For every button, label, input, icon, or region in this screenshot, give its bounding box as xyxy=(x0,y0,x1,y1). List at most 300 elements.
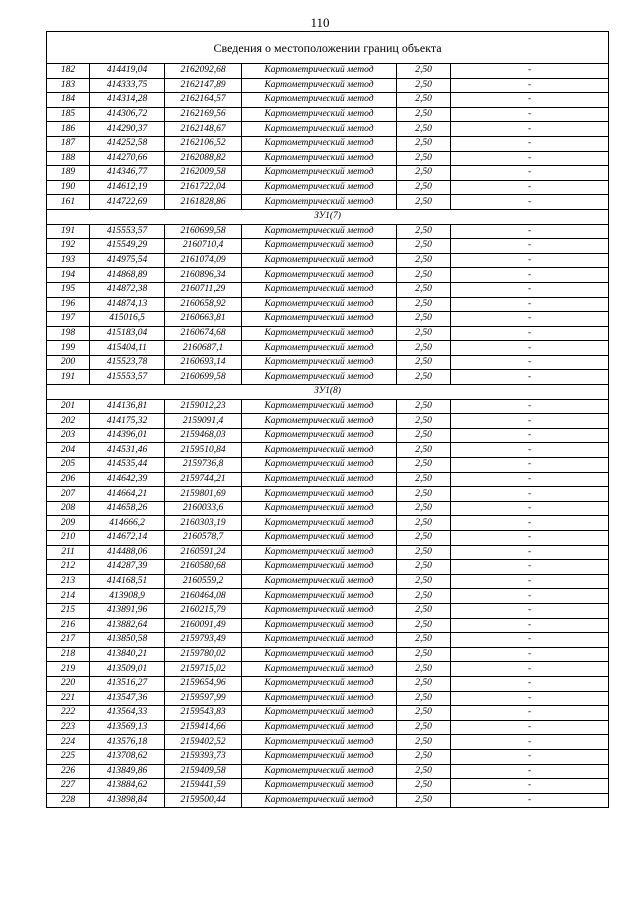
y-coordinate-cell: 2160711,29 xyxy=(165,282,242,297)
method-cell: Картометрический метод xyxy=(242,487,397,502)
x-coordinate-cell: 413564,33 xyxy=(90,706,165,721)
y-coordinate-cell: 2160303,19 xyxy=(165,516,242,531)
accuracy-cell: 2,50 xyxy=(397,282,451,297)
description-cell: - xyxy=(451,180,609,195)
x-coordinate-cell: 414290,37 xyxy=(90,122,165,137)
y-coordinate-cell: 2160591,24 xyxy=(165,545,242,560)
table-row xyxy=(47,735,609,750)
method-cell: Картометрический метод xyxy=(242,326,397,341)
table-row xyxy=(47,326,609,341)
y-coordinate-cell: 2160559,2 xyxy=(165,574,242,589)
y-coordinate-cell: 2162147,89 xyxy=(165,78,242,93)
method-cell: Картометрический метод xyxy=(242,545,397,560)
x-coordinate-cell: 415016,5 xyxy=(90,312,165,327)
method-cell: Картометрический метод xyxy=(242,282,397,297)
table-row xyxy=(47,224,609,239)
point-number-cell: 207 xyxy=(47,487,90,502)
description-cell: - xyxy=(451,472,609,487)
accuracy-cell: 2,50 xyxy=(397,224,451,239)
table-row xyxy=(47,662,609,677)
table-row xyxy=(47,647,609,662)
accuracy-cell: 2,50 xyxy=(397,107,451,122)
point-number-cell: 187 xyxy=(47,136,90,151)
method-cell: Картометрический метод xyxy=(242,633,397,648)
table-row xyxy=(47,428,609,443)
point-number-cell: 206 xyxy=(47,472,90,487)
method-cell: Картометрический метод xyxy=(242,589,397,604)
table-row xyxy=(47,516,609,531)
table-row xyxy=(47,691,609,706)
method-cell: Картометрический метод xyxy=(242,691,397,706)
table-row xyxy=(47,297,609,312)
point-number-cell: 216 xyxy=(47,618,90,633)
description-cell: - xyxy=(451,326,609,341)
method-cell: Картометрический метод xyxy=(242,720,397,735)
table-row xyxy=(47,633,609,648)
x-coordinate-cell: 415183,04 xyxy=(90,326,165,341)
point-number-cell: 204 xyxy=(47,443,90,458)
section-header-row xyxy=(47,209,609,224)
y-coordinate-cell: 2160896,34 xyxy=(165,268,242,283)
method-cell: Картометрический метод xyxy=(242,355,397,370)
point-number-cell: 197 xyxy=(47,312,90,327)
y-coordinate-cell: 2159393,73 xyxy=(165,749,242,764)
method-cell: Картометрический метод xyxy=(242,78,397,93)
accuracy-cell: 2,50 xyxy=(397,239,451,254)
y-coordinate-cell: 2159012,23 xyxy=(165,399,242,414)
table-row xyxy=(47,574,609,589)
table-row xyxy=(47,531,609,546)
point-number-cell: 222 xyxy=(47,706,90,721)
x-coordinate-cell: 415404,11 xyxy=(90,341,165,356)
method-cell: Картометрический метод xyxy=(242,341,397,356)
x-coordinate-cell: 414658,26 xyxy=(90,501,165,516)
method-cell: Картометрический метод xyxy=(242,297,397,312)
table-row xyxy=(47,589,609,604)
accuracy-cell: 2,50 xyxy=(397,735,451,750)
y-coordinate-cell: 2161722,04 xyxy=(165,180,242,195)
point-number-cell: 188 xyxy=(47,151,90,166)
accuracy-cell: 2,50 xyxy=(397,574,451,589)
x-coordinate-cell: 414872,38 xyxy=(90,282,165,297)
description-cell: - xyxy=(451,282,609,297)
description-cell: - xyxy=(451,224,609,239)
description-cell: - xyxy=(451,720,609,735)
description-cell: - xyxy=(451,458,609,473)
table-row xyxy=(47,487,609,502)
table-row xyxy=(47,64,609,79)
y-coordinate-cell: 2159441,59 xyxy=(165,779,242,794)
x-coordinate-cell: 413891,96 xyxy=(90,603,165,618)
point-number-cell: 226 xyxy=(47,764,90,779)
accuracy-cell: 2,50 xyxy=(397,268,451,283)
x-coordinate-cell: 414672,14 xyxy=(90,531,165,546)
accuracy-cell: 2,50 xyxy=(397,122,451,137)
description-cell: - xyxy=(451,122,609,137)
accuracy-cell: 2,50 xyxy=(397,662,451,677)
x-coordinate-cell: 413840,21 xyxy=(90,647,165,662)
y-coordinate-cell: 2159091,4 xyxy=(165,414,242,429)
accuracy-cell: 2,50 xyxy=(397,531,451,546)
y-coordinate-cell: 2161828,86 xyxy=(165,195,242,210)
description-cell: - xyxy=(451,297,609,312)
x-coordinate-cell: 414874,13 xyxy=(90,297,165,312)
table-body xyxy=(47,32,609,808)
x-coordinate-cell: 414333,75 xyxy=(90,78,165,93)
description-cell: - xyxy=(451,735,609,750)
method-cell: Картометрический метод xyxy=(242,764,397,779)
point-number-cell: 209 xyxy=(47,516,90,531)
x-coordinate-cell: 413850,58 xyxy=(90,633,165,648)
table-title: Сведения о местоположении границ объекта xyxy=(47,32,609,64)
point-number-cell: 198 xyxy=(47,326,90,341)
y-coordinate-cell: 2159801,69 xyxy=(165,487,242,502)
method-cell: Картометрический метод xyxy=(242,676,397,691)
method-cell: Картометрический метод xyxy=(242,662,397,677)
point-number-cell: 212 xyxy=(47,560,90,575)
accuracy-cell: 2,50 xyxy=(397,195,451,210)
point-number-cell: 199 xyxy=(47,341,90,356)
accuracy-cell: 2,50 xyxy=(397,691,451,706)
point-number-cell: 208 xyxy=(47,501,90,516)
accuracy-cell: 2,50 xyxy=(397,487,451,502)
x-coordinate-cell: 414136,81 xyxy=(90,399,165,414)
table-row xyxy=(47,180,609,195)
point-number-cell: 185 xyxy=(47,107,90,122)
method-cell: Картометрический метод xyxy=(242,735,397,750)
description-cell: - xyxy=(451,706,609,721)
y-coordinate-cell: 2160687,1 xyxy=(165,341,242,356)
boundary-coordinates-table xyxy=(46,31,609,808)
point-number-cell: 192 xyxy=(47,239,90,254)
description-cell: - xyxy=(451,93,609,108)
x-coordinate-cell: 414664,21 xyxy=(90,487,165,502)
description-cell: - xyxy=(451,443,609,458)
x-coordinate-cell: 413849,86 xyxy=(90,764,165,779)
x-coordinate-cell: 414722,69 xyxy=(90,195,165,210)
point-number-cell: 195 xyxy=(47,282,90,297)
y-coordinate-cell: 2160663,81 xyxy=(165,312,242,327)
point-number-cell: 184 xyxy=(47,93,90,108)
accuracy-cell: 2,50 xyxy=(397,647,451,662)
table-row xyxy=(47,355,609,370)
y-coordinate-cell: 2161074,09 xyxy=(165,253,242,268)
description-cell: - xyxy=(451,399,609,414)
description-cell: - xyxy=(451,662,609,677)
y-coordinate-cell: 2159744,21 xyxy=(165,472,242,487)
description-cell: - xyxy=(451,166,609,181)
point-number-cell: 196 xyxy=(47,297,90,312)
method-cell: Картометрический метод xyxy=(242,779,397,794)
description-cell: - xyxy=(451,64,609,79)
x-coordinate-cell: 414666,2 xyxy=(90,516,165,531)
method-cell: Картометрический метод xyxy=(242,793,397,808)
accuracy-cell: 2,50 xyxy=(397,589,451,604)
point-number-cell: 186 xyxy=(47,122,90,137)
accuracy-cell: 2,50 xyxy=(397,326,451,341)
accuracy-cell: 2,50 xyxy=(397,180,451,195)
method-cell: Картометрический метод xyxy=(242,472,397,487)
y-coordinate-cell: 2162092,68 xyxy=(165,64,242,79)
method-cell: Картометрический метод xyxy=(242,166,397,181)
point-number-cell: 214 xyxy=(47,589,90,604)
y-coordinate-cell: 2160464,08 xyxy=(165,589,242,604)
method-cell: Картометрический метод xyxy=(242,107,397,122)
accuracy-cell: 2,50 xyxy=(397,370,451,385)
method-cell: Картометрический метод xyxy=(242,516,397,531)
description-cell: - xyxy=(451,531,609,546)
description-cell: - xyxy=(451,428,609,443)
y-coordinate-cell: 2160033,6 xyxy=(165,501,242,516)
point-number-cell: 194 xyxy=(47,268,90,283)
table-row xyxy=(47,107,609,122)
x-coordinate-cell: 414396,01 xyxy=(90,428,165,443)
description-cell: - xyxy=(451,370,609,385)
description-cell: - xyxy=(451,501,609,516)
accuracy-cell: 2,50 xyxy=(397,764,451,779)
description-cell: - xyxy=(451,633,609,648)
accuracy-cell: 2,50 xyxy=(397,560,451,575)
table-row xyxy=(47,472,609,487)
point-number-cell: 191 xyxy=(47,224,90,239)
point-number-cell: 183 xyxy=(47,78,90,93)
description-cell: - xyxy=(451,312,609,327)
accuracy-cell: 2,50 xyxy=(397,253,451,268)
x-coordinate-cell: 413576,18 xyxy=(90,735,165,750)
point-number-cell: 203 xyxy=(47,428,90,443)
accuracy-cell: 2,50 xyxy=(397,458,451,473)
y-coordinate-cell: 2159468,03 xyxy=(165,428,242,443)
method-cell: Картометрический метод xyxy=(242,64,397,79)
y-coordinate-cell: 2160699,58 xyxy=(165,224,242,239)
x-coordinate-cell: 414975,54 xyxy=(90,253,165,268)
point-number-cell: 225 xyxy=(47,749,90,764)
y-coordinate-cell: 2159654,96 xyxy=(165,676,242,691)
accuracy-cell: 2,50 xyxy=(397,793,451,808)
table-row xyxy=(47,268,609,283)
description-cell: - xyxy=(451,107,609,122)
point-number-cell: 218 xyxy=(47,647,90,662)
accuracy-cell: 2,50 xyxy=(397,749,451,764)
table-row xyxy=(47,93,609,108)
point-number-cell: 193 xyxy=(47,253,90,268)
point-number-cell: 190 xyxy=(47,180,90,195)
x-coordinate-cell: 413908,9 xyxy=(90,589,165,604)
point-number-cell: 228 xyxy=(47,793,90,808)
x-coordinate-cell: 415553,57 xyxy=(90,370,165,385)
y-coordinate-cell: 2162169,56 xyxy=(165,107,242,122)
table-row xyxy=(47,603,609,618)
accuracy-cell: 2,50 xyxy=(397,443,451,458)
point-number-cell: 201 xyxy=(47,399,90,414)
table-row xyxy=(47,545,609,560)
point-number-cell: 210 xyxy=(47,531,90,546)
x-coordinate-cell: 415553,57 xyxy=(90,224,165,239)
accuracy-cell: 2,50 xyxy=(397,64,451,79)
y-coordinate-cell: 2159793,49 xyxy=(165,633,242,648)
method-cell: Картометрический метод xyxy=(242,414,397,429)
y-coordinate-cell: 2160693,14 xyxy=(165,355,242,370)
table-row xyxy=(47,282,609,297)
table-row xyxy=(47,136,609,151)
accuracy-cell: 2,50 xyxy=(397,676,451,691)
table-row xyxy=(47,764,609,779)
method-cell: Картометрический метод xyxy=(242,239,397,254)
method-cell: Картометрический метод xyxy=(242,180,397,195)
table-row xyxy=(47,706,609,721)
point-number-cell: 161 xyxy=(47,195,90,210)
x-coordinate-cell: 414252,58 xyxy=(90,136,165,151)
method-cell: Картометрический метод xyxy=(242,224,397,239)
accuracy-cell: 2,50 xyxy=(397,618,451,633)
point-number-cell: 217 xyxy=(47,633,90,648)
y-coordinate-cell: 2160215,79 xyxy=(165,603,242,618)
point-number-cell: 219 xyxy=(47,662,90,677)
point-number-cell: 205 xyxy=(47,458,90,473)
description-cell: - xyxy=(451,618,609,633)
y-coordinate-cell: 2160699,58 xyxy=(165,370,242,385)
description-cell: - xyxy=(451,676,609,691)
point-number-cell: 182 xyxy=(47,64,90,79)
description-cell: - xyxy=(451,136,609,151)
x-coordinate-cell: 414612,19 xyxy=(90,180,165,195)
accuracy-cell: 2,50 xyxy=(397,706,451,721)
point-number-cell: 215 xyxy=(47,603,90,618)
x-coordinate-cell: 413884,62 xyxy=(90,779,165,794)
method-cell: Картометрический метод xyxy=(242,443,397,458)
x-coordinate-cell: 414270,66 xyxy=(90,151,165,166)
y-coordinate-cell: 2159414,66 xyxy=(165,720,242,735)
description-cell: - xyxy=(451,560,609,575)
point-number-cell: 211 xyxy=(47,545,90,560)
description-cell: - xyxy=(451,574,609,589)
accuracy-cell: 2,50 xyxy=(397,516,451,531)
method-cell: Картометрический метод xyxy=(242,253,397,268)
table-row xyxy=(47,676,609,691)
point-number-cell: 200 xyxy=(47,355,90,370)
x-coordinate-cell: 413547,36 xyxy=(90,691,165,706)
y-coordinate-cell: 2162106,52 xyxy=(165,136,242,151)
description-cell: - xyxy=(451,268,609,283)
y-coordinate-cell: 2162164,57 xyxy=(165,93,242,108)
page-number: 110 xyxy=(310,15,330,30)
y-coordinate-cell: 2160091,49 xyxy=(165,618,242,633)
description-cell: - xyxy=(451,647,609,662)
x-coordinate-cell: 414175,32 xyxy=(90,414,165,429)
y-coordinate-cell: 2159409,58 xyxy=(165,764,242,779)
table-row xyxy=(47,720,609,735)
accuracy-cell: 2,50 xyxy=(397,414,451,429)
accuracy-cell: 2,50 xyxy=(397,136,451,151)
x-coordinate-cell: 413569,13 xyxy=(90,720,165,735)
method-cell: Картометрический метод xyxy=(242,399,397,414)
x-coordinate-cell: 414314,28 xyxy=(90,93,165,108)
description-cell: - xyxy=(451,749,609,764)
description-cell: - xyxy=(451,151,609,166)
y-coordinate-cell: 2160710,4 xyxy=(165,239,242,254)
table-title-row xyxy=(47,32,609,64)
description-cell: - xyxy=(451,195,609,210)
accuracy-cell: 2,50 xyxy=(397,603,451,618)
point-number-cell: 223 xyxy=(47,720,90,735)
accuracy-cell: 2,50 xyxy=(397,312,451,327)
method-cell: Картометрический метод xyxy=(242,618,397,633)
method-cell: Картометрический метод xyxy=(242,574,397,589)
y-coordinate-cell: 2162088,82 xyxy=(165,151,242,166)
description-cell: - xyxy=(451,239,609,254)
description-cell: - xyxy=(451,487,609,502)
accuracy-cell: 2,50 xyxy=(397,720,451,735)
y-coordinate-cell: 2159597,99 xyxy=(165,691,242,706)
method-cell: Картометрический метод xyxy=(242,151,397,166)
table-row xyxy=(47,618,609,633)
method-cell: Картометрический метод xyxy=(242,706,397,721)
y-coordinate-cell: 2159780,02 xyxy=(165,647,242,662)
description-cell: - xyxy=(451,589,609,604)
y-coordinate-cell: 2159736,8 xyxy=(165,458,242,473)
method-cell: Картометрический метод xyxy=(242,93,397,108)
x-coordinate-cell: 414535,44 xyxy=(90,458,165,473)
description-cell: - xyxy=(451,793,609,808)
table-row xyxy=(47,399,609,414)
x-coordinate-cell: 415523,78 xyxy=(90,355,165,370)
point-number-cell: 220 xyxy=(47,676,90,691)
y-coordinate-cell: 2160578,7 xyxy=(165,531,242,546)
method-cell: Картометрический метод xyxy=(242,268,397,283)
point-number-cell: 221 xyxy=(47,691,90,706)
x-coordinate-cell: 413708,62 xyxy=(90,749,165,764)
method-cell: Картометрический метод xyxy=(242,122,397,137)
method-cell: Картометрический метод xyxy=(242,749,397,764)
x-coordinate-cell: 414419,04 xyxy=(90,64,165,79)
accuracy-cell: 2,50 xyxy=(397,545,451,560)
accuracy-cell: 2,50 xyxy=(397,341,451,356)
y-coordinate-cell: 2160658,92 xyxy=(165,297,242,312)
method-cell: Картометрический метод xyxy=(242,370,397,385)
method-cell: Картометрический метод xyxy=(242,647,397,662)
point-number-cell: 224 xyxy=(47,735,90,750)
method-cell: Картометрический метод xyxy=(242,603,397,618)
accuracy-cell: 2,50 xyxy=(397,297,451,312)
x-coordinate-cell: 414642,39 xyxy=(90,472,165,487)
description-cell: - xyxy=(451,545,609,560)
table-row xyxy=(47,122,609,137)
description-cell: - xyxy=(451,341,609,356)
y-coordinate-cell: 2159500,44 xyxy=(165,793,242,808)
method-cell: Картометрический метод xyxy=(242,312,397,327)
description-cell: - xyxy=(451,779,609,794)
y-coordinate-cell: 2159715,02 xyxy=(165,662,242,677)
accuracy-cell: 2,50 xyxy=(397,633,451,648)
point-number-cell: 189 xyxy=(47,166,90,181)
accuracy-cell: 2,50 xyxy=(397,166,451,181)
point-number-cell: 227 xyxy=(47,779,90,794)
description-cell: - xyxy=(451,764,609,779)
y-coordinate-cell: 2160580,68 xyxy=(165,560,242,575)
x-coordinate-cell: 413516,27 xyxy=(90,676,165,691)
method-cell: Картометрический метод xyxy=(242,560,397,575)
description-cell: - xyxy=(451,516,609,531)
x-coordinate-cell: 413898,84 xyxy=(90,793,165,808)
accuracy-cell: 2,50 xyxy=(397,151,451,166)
table-row xyxy=(47,779,609,794)
accuracy-cell: 2,50 xyxy=(397,779,451,794)
x-coordinate-cell: 413882,64 xyxy=(90,618,165,633)
point-number-cell: 213 xyxy=(47,574,90,589)
x-coordinate-cell: 415549,29 xyxy=(90,239,165,254)
table-row xyxy=(47,312,609,327)
table-row xyxy=(47,195,609,210)
